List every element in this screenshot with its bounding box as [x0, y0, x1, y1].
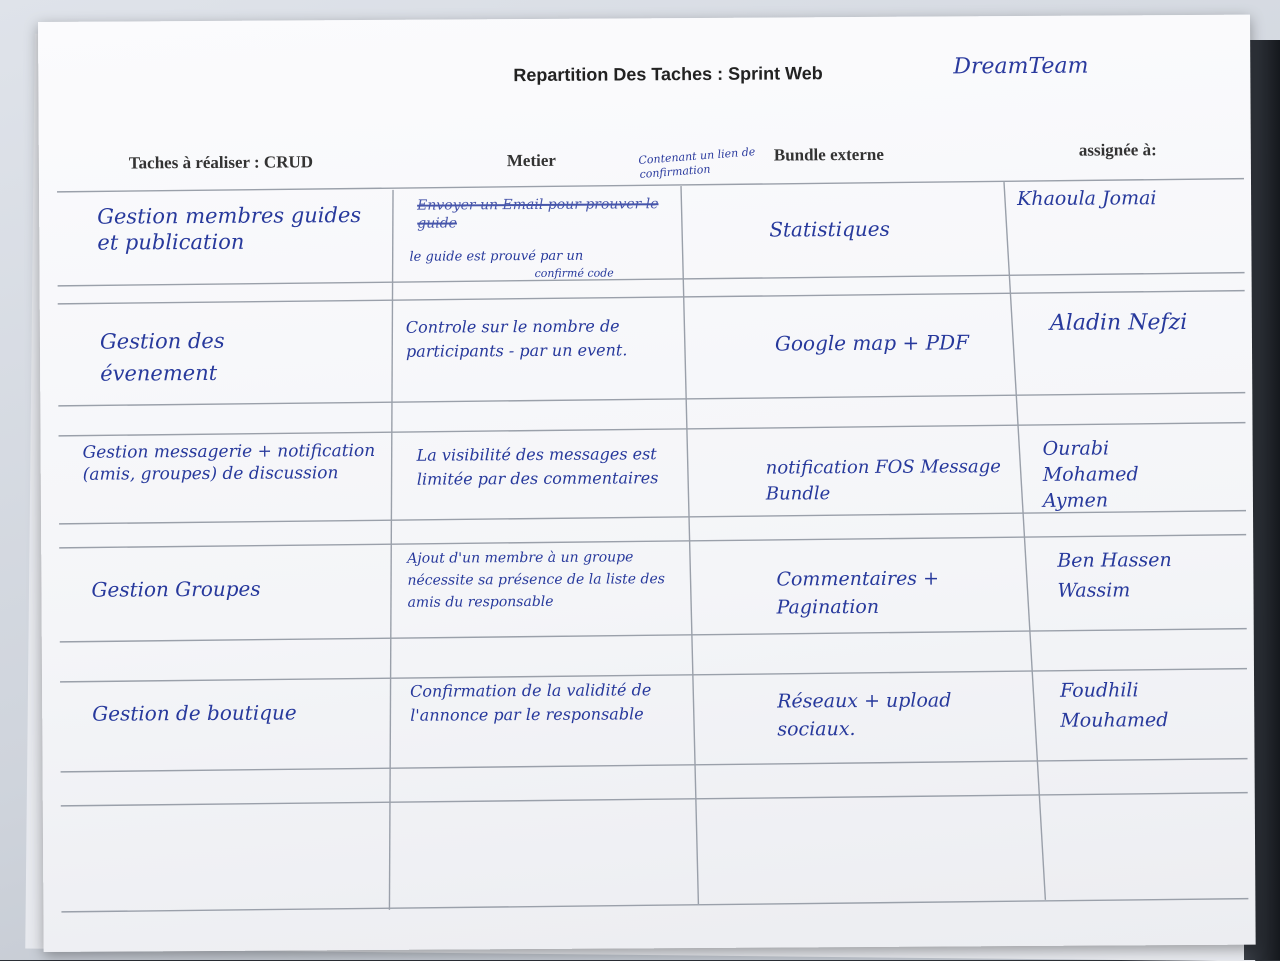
row4-assignee: Ben Hassen Wassim	[1057, 549, 1172, 602]
row1-assignee: Khaoula Jomai	[1017, 187, 1157, 211]
row1-task: Gestion membres guides et publication	[97, 203, 362, 255]
row2-assignee: Aladin Nefzi	[1049, 309, 1188, 336]
row1-metier-crossed: Envoyer un Email pour prouver le guide	[417, 196, 659, 232]
row-line	[61, 759, 1248, 772]
header-assignee: assignée à:	[1078, 140, 1157, 160]
header-metier: Metier	[506, 150, 556, 171]
row-line	[58, 423, 1245, 436]
header-metier-note: Contenant un lien de confirmation	[638, 145, 756, 182]
row1-metier-annotation: confirmé code	[534, 266, 614, 280]
row1-bundle: Statistiques	[769, 216, 890, 242]
row2-task: Gestion des évenement	[99, 328, 225, 386]
team-name: DreamTeam	[953, 53, 1089, 80]
row-line	[60, 629, 1247, 642]
header-bundle: Bundle externe	[773, 144, 884, 165]
row5-task: Gestion de boutique	[92, 700, 297, 726]
row-line	[61, 899, 1248, 912]
row-line	[61, 793, 1248, 806]
row2-bundle: Google map + PDF	[774, 330, 970, 356]
task-sheet	[38, 15, 1256, 952]
row2-metier: Controle sur le nombre de participants - par un event.	[405, 316, 628, 361]
row4-task: Gestion Groupes	[91, 576, 261, 602]
row3-metier: La visibilité des messages est limitée par des commentaires	[416, 444, 659, 489]
row5-bundle: Réseaux + upload sociaux.	[777, 689, 952, 741]
header-tasks: Taches à réaliser : CRUD	[128, 152, 314, 173]
row4-bundle: Commentaires + Pagination	[776, 567, 940, 619]
row5-assignee: Foudhili Mouhamed	[1060, 679, 1169, 732]
row4-metier: Ajout d'un membre à un groupe nécessite sa présence de la liste des amis du responsable	[407, 549, 665, 611]
col-line	[681, 186, 698, 904]
row-line	[58, 291, 1245, 304]
row1-metier: le guide est prouvé par un	[409, 248, 584, 265]
row-line	[58, 273, 1245, 286]
row3-task: Gestion messagerie + notification (amis, groupes) de discussion	[82, 440, 376, 485]
row5-metier: Confirmation de la validité de l'annonce par le responsable	[410, 680, 652, 725]
row-line	[58, 393, 1245, 406]
row3-assignee: Ourabi Mohamed Aymen	[1042, 437, 1139, 512]
row3-bundle: notification FOS Message Bundle	[765, 456, 1001, 505]
col-line	[1004, 182, 1045, 900]
page-title: Repartition Des Taches : Sprint Web	[513, 63, 823, 86]
